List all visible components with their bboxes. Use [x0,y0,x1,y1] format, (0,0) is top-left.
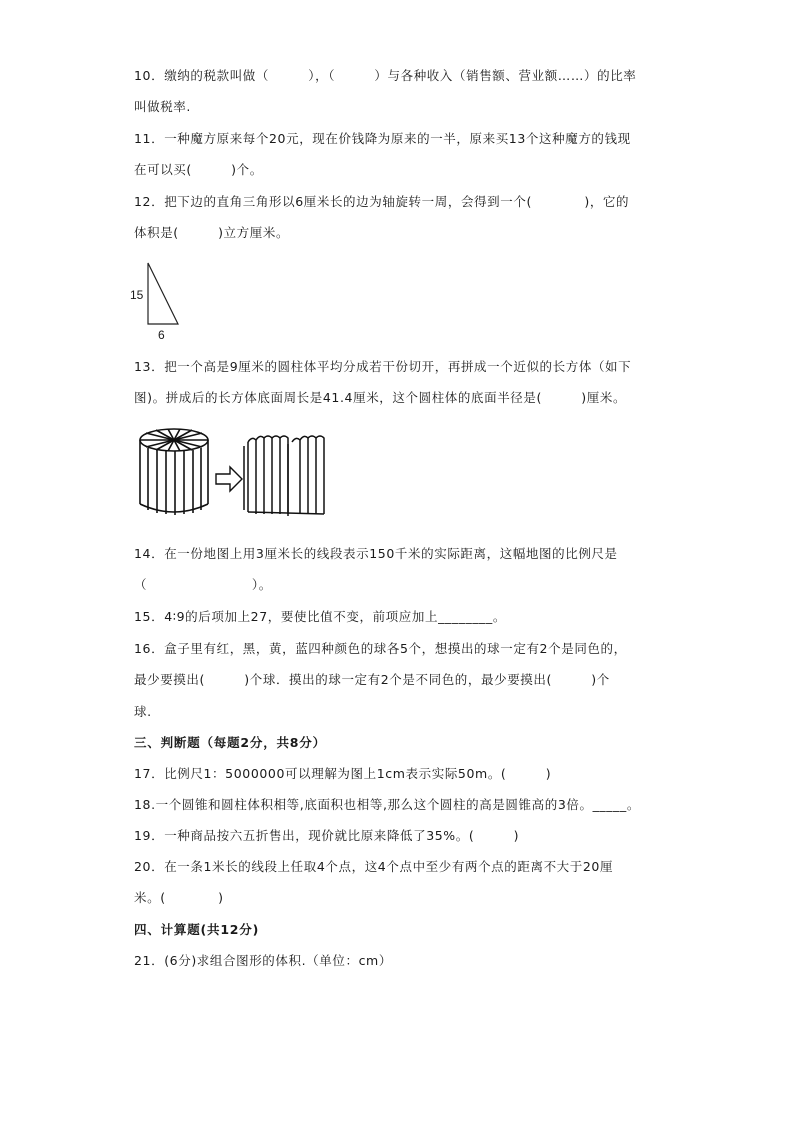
cuboid-shape [244,436,324,516]
q10-line2: 叫做税率. [134,99,191,114]
q16-line1: 16．盒子里有红，黑，黄，蓝四种颜色的球各5个，想摸出的球一定有2个是同色的， [134,641,627,656]
q18-line: 18.一个圆锥和圆柱体积相等,底面积也相等,那么这个圆柱的高是圆锥高的3倍。_____。 [134,797,640,812]
q20-line2: 米。( ) [134,890,224,905]
triangle-side-15-label: 15 [130,288,144,302]
q13-line2: 图)。拼成后的长方体底面周长是41.4厘米，这个圆柱体的底面半径是( )厘米。 [134,390,627,405]
cylinder-shape [140,429,208,515]
q13-line1: 13．把一个高是9厘米的圆柱体平均分成若干份切开，再拼成一个近似的长方体（如下 [134,359,632,374]
q16-line2: 最少要摸出( )个球．摸出的球一定有2个是不同色的，最少要摸出( )个 [134,672,610,687]
q11-line2: 在可以买( )个。 [134,162,263,177]
arrow-icon [216,467,242,491]
q21-line: 21．(6分)求组合图形的体积.（单位：cm） [134,953,392,968]
section4-heading: 四、计算题(共12分) [134,922,260,937]
q12-line2: 体积是( )立方厘米。 [134,225,290,240]
q14-line1: 14．在一份地图上用3厘米长的线段表示150千米的实际距离，这幅地图的比例尺是 [134,546,618,561]
section3-heading: 三、判断题（每题2分，共8分） [134,735,326,750]
q12-line1: 12．把下边的直角三角形以6厘米长的边为轴旋转一周，会得到一个( )，它的 [134,194,630,209]
triangle-side-6-label: 6 [158,328,165,342]
q19-line: 19．一种商品按六五折售出，现价就比原来降低了35%。( ) [134,828,520,843]
q15-line1: 15．4∶9的后项加上27，要使比值不变，前项应加上________。 [134,609,506,624]
q11-line1: 11．一种魔方原来每个20元，现在价钱降为原来的一半，原来买13个这种魔方的钱现 [134,131,631,146]
q20-line1: 20．在一条1米长的线段上任取4个点，这4个点中至少有两个点的距离不大于20厘 [134,859,614,874]
cylinder-cuboid-drawing [134,424,344,524]
q10-line1: 10．缴纳的税款叫做（ ），（ ）与各种收入（销售额、营业额……）的比率 [134,68,637,83]
right-triangle-figure [126,258,186,348]
cylinder-to-cuboid-figure [134,424,344,524]
q14-line2: （ ）。 [134,577,272,592]
q16-line3: 球. [134,704,152,719]
q17-line: 17．比例尺1：5000000可以理解为图上1cm表示实际50m。( ) [134,766,552,781]
